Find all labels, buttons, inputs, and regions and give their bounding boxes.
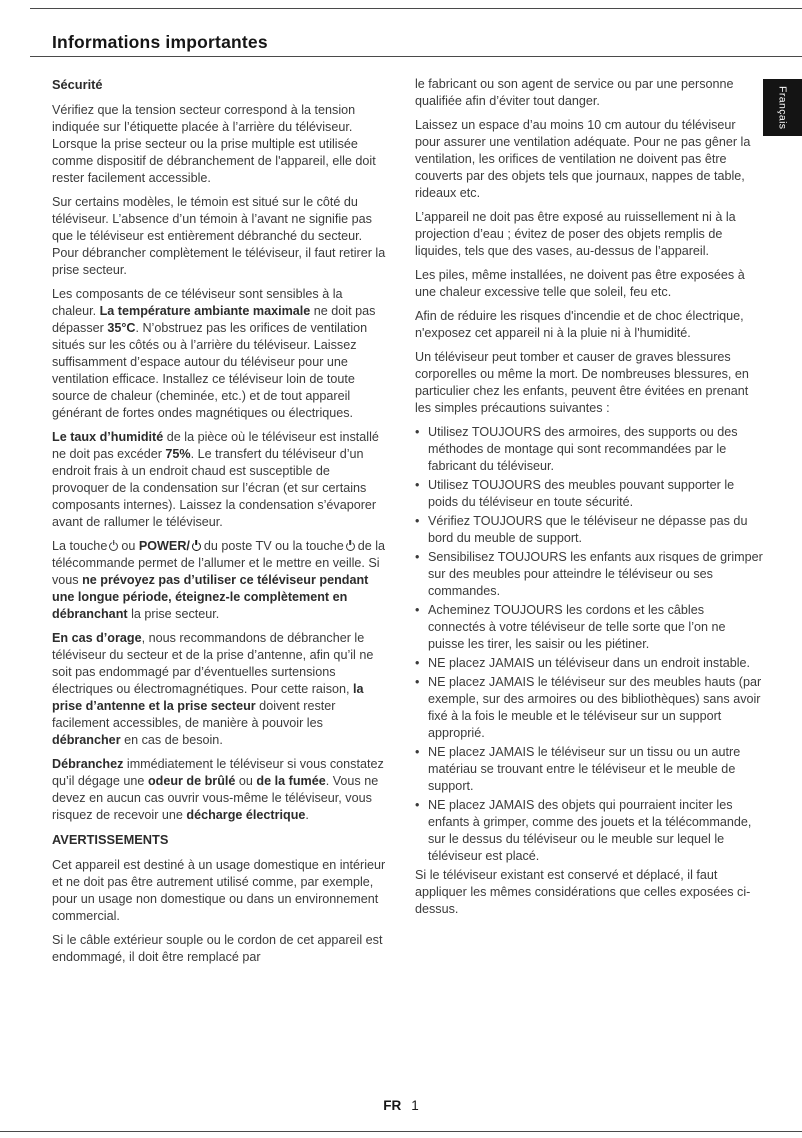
text-run: .: [305, 808, 309, 822]
left-column: [52, 76, 386, 973]
paragraph: [52, 102, 386, 187]
page-footer: [0, 1098, 802, 1113]
bullet-icon: •: [415, 550, 420, 564]
text-run: Utilisez TOUJOURS des meubles pouvant supporter le poids du téléviseur en toute sécurité.: [428, 478, 735, 509]
text-run: la prise secteur.: [127, 607, 220, 621]
text-run: Afin de réduire les risques d'incendie et de choc électrique, n'exposez cet appareil ni à la pluie ni à l'humidité.: [415, 309, 744, 340]
bullet-text: [428, 745, 740, 793]
paragraph: [415, 117, 764, 202]
text-run: En cas d’orage: [52, 631, 142, 645]
paragraph: [52, 194, 386, 279]
text-run: le fabricant ou son agent de service ou par une personne qualifiée afin d’éviter tout danger.: [415, 77, 734, 108]
page-title: Informations importantes: [52, 32, 268, 52]
text-run: du poste TV ou la touche: [203, 539, 344, 553]
bullet-icon: •: [415, 603, 420, 617]
paragraph: [415, 76, 764, 110]
text-run: Vérifiez que la tension secteur correspond à la tension indiquée sur l’étiquette placée à l’arrière du téléviseur. Lorsque la prise secteur ou la prise multiple est utilisée comme dispositif de débranchement de l'appareil, elle doit rester facilement accessible.: [52, 103, 376, 185]
content-columns: [52, 76, 764, 973]
text-run: . N’obstruez pas les orifices de ventilation situés sur les côtés ou à l’arrière du téléviseur. Laissez suffisamment d’espace autour du téléviseur pour une ventilation efficace. Installez ce téléviseur loin de toute source de chaleur (cheminée, etc.) et de tout appareil générant de fortes ondes magnétiques ou électriques.: [52, 321, 368, 420]
text-run: ne prévoyez pas d’utiliser ce téléviseur pendant une longue période, éteignez-le complètement en débranchant: [52, 573, 369, 621]
title-divider: [30, 56, 802, 57]
text-run: NE placez JAMAIS le téléviseur sur des meubles hauts (par exemple, sur des armoires ou des bibliothèques) sans avoir fixé à la fois le meuble et le téléviseur sur un support approprié.: [428, 675, 762, 740]
text-run: . Le transfert du téléviseur d’un endroit frais à un endroit chaud est susceptible de provoquer de la condensation sur l’écran (et sur certains composants internes). Laissez la condensation s’évaporer avant de rallumer le téléviseur.: [52, 447, 377, 529]
text-run: ou: [121, 539, 139, 553]
text-run: immédiatement le téléviseur si vous constatez qu’il dégage une: [52, 757, 384, 788]
text-run: Si le téléviseur existant est conservé et déplacé, il faut appliquer les mêmes considérations que celles exposées ci-dessus.: [415, 868, 751, 916]
text-run: Si le câble extérieur souple ou le cordon de cet appareil est endommagé, il doit être remplacé par: [52, 933, 383, 964]
bullet-icon: •: [415, 425, 420, 439]
footer-region-label: FR: [383, 1098, 402, 1113]
text-run: de la fumée: [256, 774, 326, 788]
text-run: L’appareil ne doit pas être exposé au ruissellement ni à la projection d’eau ; évitez de poser des objets remplis de liquides, tels que des vases, au-dessus de l’appareil.: [415, 210, 736, 258]
text-run: Laissez un espace d’au moins 10 cm autour du téléviseur pour assurer une ventilation adéquate. Pour ne pas gêner la ventilation, les orifices de ventilation ne doivent pas être couverts par des objets tels que journaux, nappes de table, rideaux etc.: [415, 118, 751, 200]
paragraph: [52, 932, 386, 966]
paragraph: [415, 209, 764, 260]
text-run: en cas de besoin.: [120, 733, 223, 747]
bullet-text: [428, 656, 750, 670]
paragraph: [52, 429, 386, 531]
bullet-item: [415, 674, 764, 742]
right-column: [415, 76, 764, 973]
bullet-item: [415, 744, 764, 795]
text-run: Un téléviseur peut tomber et causer de graves blessures corporelles ou même la mort. De nombreuses blessures, en particulier chez les enfants, peuvent être évitées en prenant les simples précautions suivantes :: [415, 350, 749, 415]
bullet-item: [415, 797, 764, 865]
power-icon: [109, 542, 118, 551]
text-run: ou: [235, 774, 257, 788]
text-run: La température ambiante maximale: [99, 304, 311, 318]
text-run: 35°C: [107, 321, 136, 335]
paragraph: [415, 308, 764, 342]
text-run: débrancher: [52, 733, 121, 747]
bullet-icon: •: [415, 478, 420, 492]
text-run: Utilisez TOUJOURS des armoires, des supports ou des méthodes de montage qui sont recommandées par le fabricant du téléviseur.: [428, 425, 738, 473]
bullet-text: [428, 798, 751, 863]
top-divider: [30, 8, 802, 9]
bullet-icon: •: [415, 745, 420, 759]
bullet-text: [428, 675, 761, 740]
paragraph: [415, 867, 764, 918]
text-run: Cet appareil est destiné à un usage domestique en intérieur et ne doit pas être autrement utilisé comme, par exemple, pour un usage non domestique ou dans un environnement commercial.: [52, 858, 386, 923]
text-run: NE placez JAMAIS le téléviseur sur un tissu ou un autre matériau se trouvant entre le téléviseur et le meuble de support.: [428, 745, 741, 793]
paragraph: [415, 267, 764, 301]
paragraph: [52, 857, 386, 925]
text-run: . Vous ne devez en aucun cas ouvrir vous-même le téléviseur, vous risquez de recevoir une: [52, 774, 379, 822]
text-run: de la télécommande permet de l’allumer et le mettre en veille. Si vous: [52, 539, 386, 587]
text-run: ne doit pas dépasser: [52, 304, 376, 335]
text-run: Le taux d’humidité: [52, 430, 164, 444]
text-run: odeur de brûlé: [147, 774, 236, 788]
bottom-divider: [0, 1131, 802, 1132]
bullet-text: [428, 603, 726, 651]
bullet-icon: •: [415, 656, 420, 670]
bullet-item: [415, 602, 764, 653]
bullet-icon: •: [415, 514, 420, 528]
text-run: 75%: [165, 447, 191, 461]
paragraph: [52, 756, 386, 824]
footer-page-number: 1: [411, 1098, 419, 1113]
text-run: La touche: [52, 539, 108, 553]
power-icon: [346, 542, 355, 551]
paragraph: [52, 286, 386, 422]
text-run: doivent rester facilement accessibles, de manière à pouvoir les: [52, 699, 336, 730]
section-heading: AVERTISSEMENTS: [52, 832, 169, 847]
text-run: décharge électrique: [186, 808, 306, 822]
bullet-item: [415, 513, 764, 547]
language-tab-label: Français: [776, 85, 789, 130]
bullet-icon: •: [415, 675, 420, 689]
text-run: Les composants de ce téléviseur sont sensibles à la chaleur.: [52, 287, 343, 318]
bullet-item: [415, 655, 764, 672]
text-run: , nous recommandons de débrancher le téléviseur du secteur et de la prise d’antenne, afin qu’il ne soit pas endommagé par d’éventuelles surtensions électriques ou électromagnétiques. Pour cette raison,: [52, 631, 374, 696]
bullet-text: [428, 514, 747, 545]
bullet-text: [428, 550, 763, 598]
paragraph: [415, 349, 764, 417]
text-run: de la pièce où le téléviseur est installé ne doit pas excéder: [52, 430, 379, 461]
text-run: NE placez JAMAIS des objets qui pourraient inciter les enfants à grimper, comme des jouets et la télécommande, sur le dessus du téléviseur ou le meuble sur lequel le téléviseur est placé.: [428, 798, 752, 863]
text-run: NE placez JAMAIS un téléviseur dans un endroit instable.: [428, 656, 751, 670]
bullet-text: [428, 425, 738, 473]
bullet-icon: •: [415, 798, 420, 812]
text-run: Débranchez: [52, 757, 124, 771]
paragraph: [52, 538, 386, 623]
bullet-item: [415, 477, 764, 511]
text-run: la prise d’antenne et la prise secteur: [52, 682, 364, 713]
paragraph: [52, 630, 386, 749]
section-heading: Sécurité: [52, 77, 103, 92]
bullet-item: [415, 549, 764, 600]
text-run: Vérifiez TOUJOURS que le téléviseur ne dépasse pas du bord du meuble de support.: [428, 514, 748, 545]
language-tab: [763, 79, 802, 136]
bullet-item: [415, 424, 764, 475]
text-run: Sur certains modèles, le témoin est situé sur le côté du téléviseur. L’absence d’un témoin à l’avant ne signifie pas que le téléviseur est entièrement débranché du secteur. Pour débrancher complètement le téléviseur, il faut retirer la prise secteur.: [52, 195, 386, 277]
bullet-text: [428, 478, 734, 509]
power-icon: [192, 542, 201, 551]
text-run: Sensibilisez TOUJOURS les enfants aux risques de grimper sur des meubles pour atteindre le téléviseur ou ses commandes.: [428, 550, 763, 598]
text-run: Les piles, même installées, ne doivent pas être exposées à une chaleur excessive telle que soleil, feu etc.: [415, 268, 745, 299]
text-run: POWER/: [138, 539, 190, 553]
text-run: Acheminez TOUJOURS les cordons et les câbles connectés à votre téléviseur de telle sorte que l’on ne puisse les tirer, les saisir ou les piétiner.: [428, 603, 726, 651]
